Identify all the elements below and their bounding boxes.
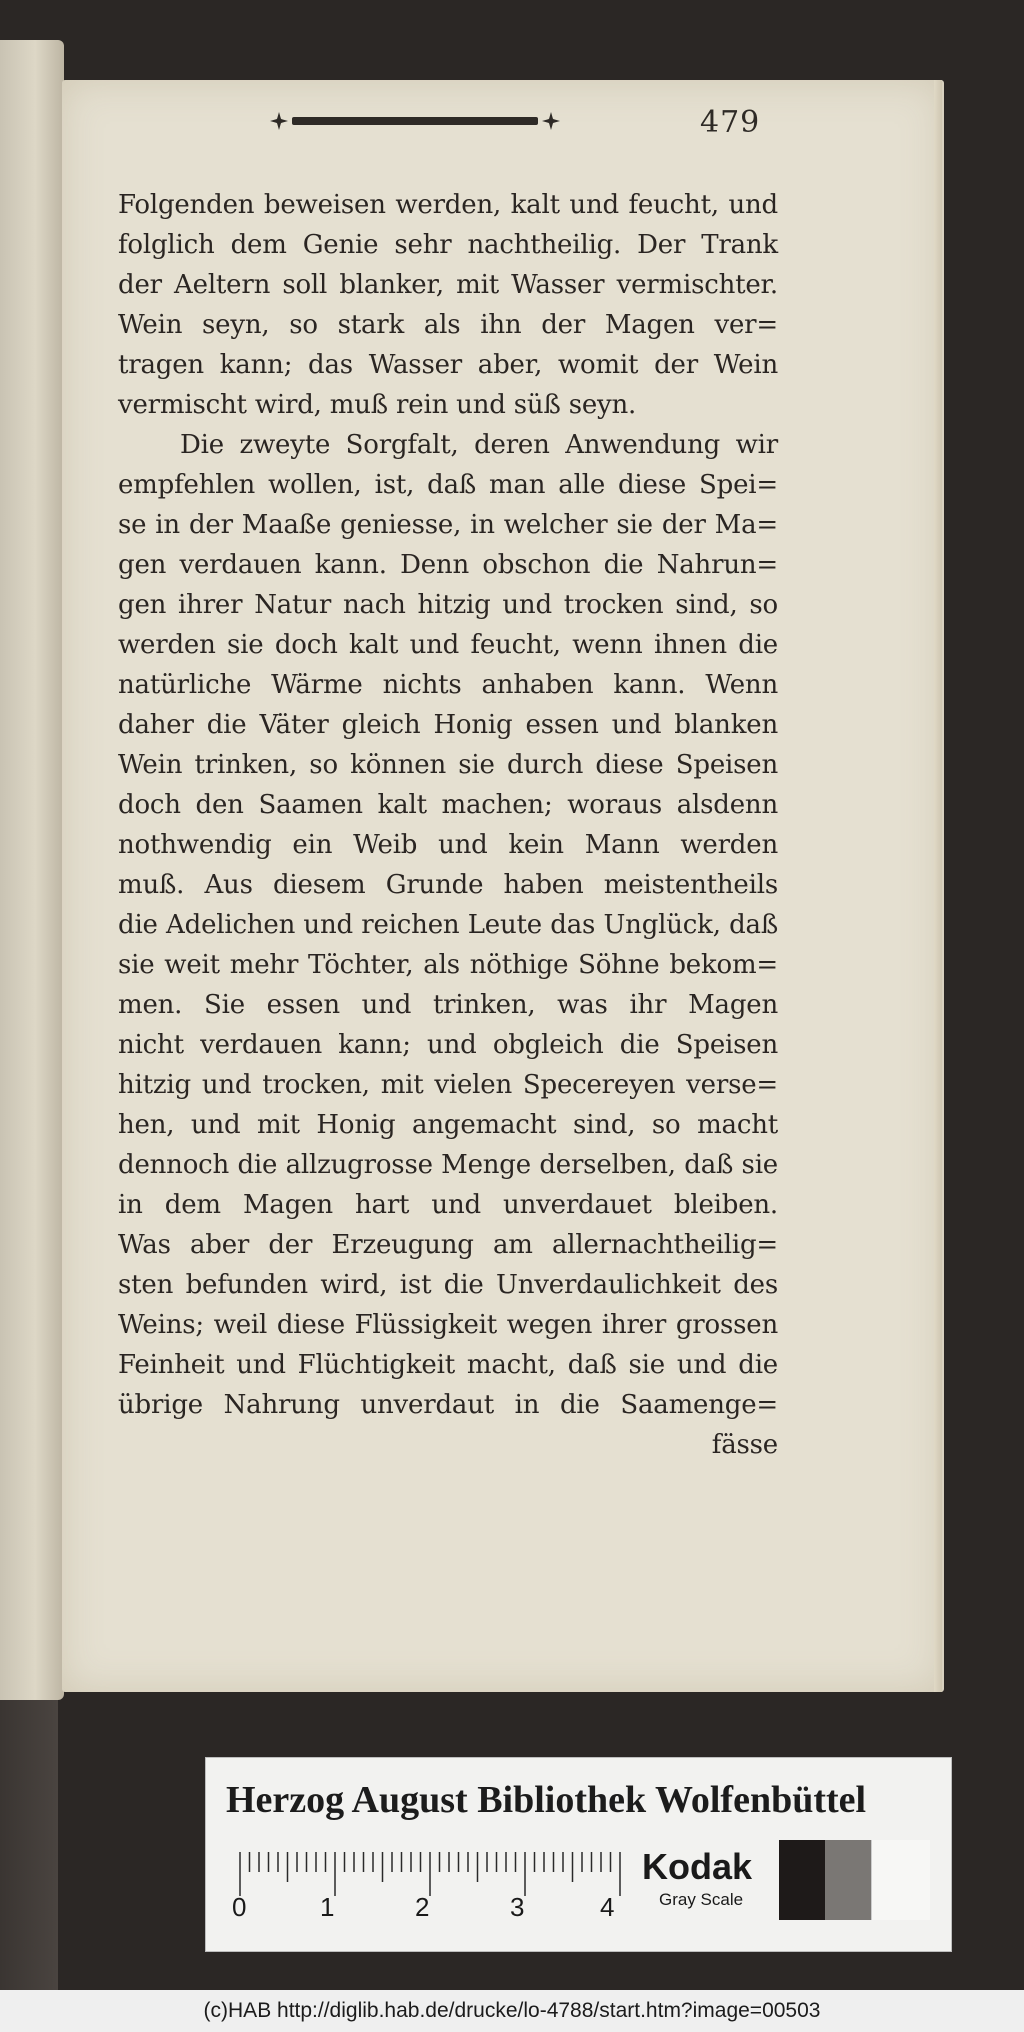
text-line: vermischt wird, muß rein und süß seyn. [118,390,637,420]
gray-scale-patches [779,1840,929,1920]
gray-patch-light [871,1840,930,1920]
text-line: gen ihrer Natur nach hitzig und trocken sind, so [118,590,778,620]
color-calibration-card [205,1757,952,1952]
text-line: Feinheit und Flüchtigkeit macht, daß sie und die [118,1350,778,1380]
library-name: Herzog August Bibliothek Wolfenbüttel [226,1779,867,1821]
ruler-number: 4 [600,1892,615,1920]
kodak-logo: Kodak [642,1846,753,1887]
page-text [118,185,778,1465]
gray-patch-mid [825,1840,871,1920]
text-line: muß. Aus diesem Grunde haben meistentheils [118,870,778,900]
text-line: nicht verdauen kann; und obgleich die Speisen [118,1030,778,1060]
ruler-number: 1 [320,1892,335,1920]
text-line: natürliche Wärme nichts anhaben kann. Wenn [118,670,778,700]
text-line: Wein trinken, so können sie durch diese Speisen [118,750,778,780]
text-line: folglich dem Genie sehr nachtheilig. Der Trank [118,230,778,260]
text-line: empfehlen wollen, ist, daß man alle diese Spei= [118,470,778,500]
text-line: sie weit mehr Töchter, als nöthige Söhne bekom= [118,950,778,980]
catchword: fässe [711,1430,778,1460]
kodak-gray-scale-label: Gray Scale [659,1890,744,1909]
text-line: tragen kann; das Wasser aber, womit der Wein [118,350,778,380]
text-line: Wein seyn, so stark als ihn der Magen ver= [118,310,778,340]
page-number: 479 [700,105,761,140]
text-line: men. Sie essen und trinken, was ihr Magen [118,990,778,1020]
text-line: sten befunden wird, ist die Unverdaulichkeit des [118,1270,778,1300]
text-line: übrige Nahrung unverdaut in die Saamenge= [118,1390,778,1420]
text-line: doch den Saamen kalt machen; woraus alsdenn [118,790,778,820]
text-line: die Adelichen und reichen Leute das Unglück, daß [118,910,778,940]
text-line: se in der Maaße geniesse, in welcher sie der Ma= [118,510,778,540]
header-ornament [270,112,560,130]
text-line: Folgenden beweisen werden, kalt und feucht, und [118,190,778,220]
text-line: Was aber der Erzeugung am allernachtheilig= [118,1230,778,1260]
ruler-number: 3 [510,1892,525,1920]
text-line: hen, und mit Honig angemacht sind, so macht [118,1110,778,1140]
text-line: Weins; weil diese Flüssigkeit wegen ihrer grossen [118,1310,778,1340]
text-line: werden sie doch kalt und feucht, wenn ihnen die [118,630,778,660]
text-line: in dem Magen hart und unverdauet bleiben. [118,1190,778,1220]
text-line: dennoch die allzugrosse Menge derselben, daß sie [118,1150,778,1180]
text-line: hitzig und trocken, mit vielen Specereyen verse= [118,1070,778,1100]
text-line: gen verdauen kann. Denn obschon die Nahrun= [118,550,778,580]
text-line: Die zweyte Sorgfalt, deren Anwendung wir [180,430,778,460]
text-line: daher die Väter gleich Honig essen und blanken [118,710,778,740]
text-line: der Aeltern soll blanker, mit Wasser vermischter. [118,270,778,300]
text-line: nothwendig ein Weib und kein Mann werden [118,830,778,860]
ruler-number: 0 [232,1892,247,1920]
ruler-number: 2 [415,1892,430,1920]
copyright-footer: (c)HAB http://diglib.hab.de/drucke/lo-4788/start.htm?image=00503 [0,1990,1024,2032]
left-page-edge [0,40,64,1700]
left-cover-edge [0,1700,58,1990]
gray-patch-black [779,1840,825,1920]
scale-ruler [230,1850,630,1920]
